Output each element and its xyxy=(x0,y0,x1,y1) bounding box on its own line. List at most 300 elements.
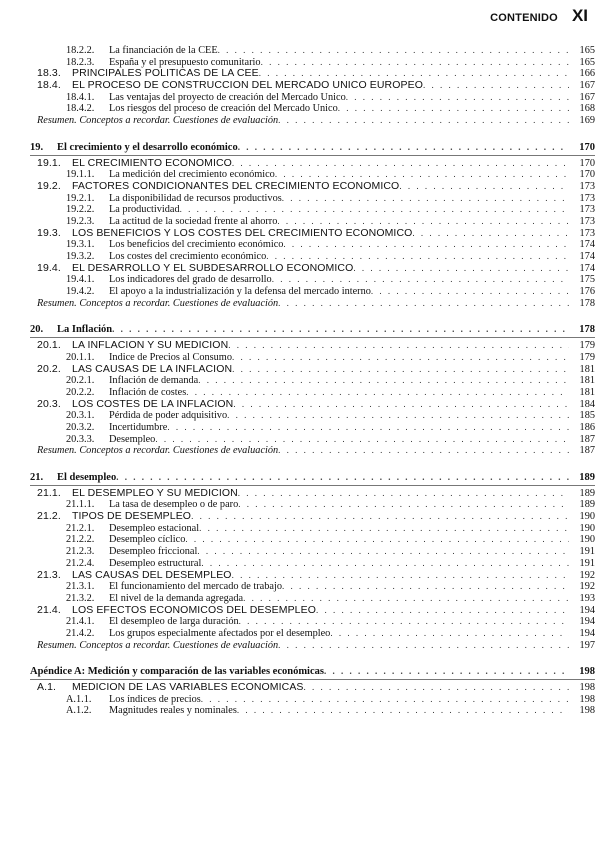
toc-entry xyxy=(30,181,595,193)
toc-entry-number: 19.4.2. xyxy=(66,286,95,298)
dot-leader xyxy=(330,628,569,640)
toc-entry-page: 166 xyxy=(579,68,595,80)
toc-entry xyxy=(30,286,595,298)
toc-entry-title: LAS CAUSAS DEL DESEMPLEO xyxy=(72,568,232,581)
toc-entry-number: 21.1.1. xyxy=(66,499,95,511)
toc-entry-title: El crecimiento y el desarrollo económico xyxy=(57,141,238,153)
dot-leader xyxy=(371,286,569,298)
toc-entry-line xyxy=(66,422,595,434)
dot-leader xyxy=(238,499,569,511)
dot-leader xyxy=(180,204,569,216)
toc-entry-number: 21.4.2. xyxy=(66,627,95,639)
toc-entry-line xyxy=(66,616,595,628)
toc-entry-page: 173 xyxy=(579,192,595,204)
toc-entry-page: 167 xyxy=(579,91,595,103)
dot-leader xyxy=(233,399,569,411)
toc-entry-page: 189 xyxy=(579,499,595,511)
toc-entry-line xyxy=(30,472,595,484)
dot-leader xyxy=(238,142,569,154)
toc-entry-page: 191 xyxy=(579,557,595,569)
toc-entry xyxy=(30,705,595,717)
toc-entry-page: 179 xyxy=(579,351,595,363)
toc-entry-number: A.1. xyxy=(37,681,57,693)
toc-entry xyxy=(30,375,595,387)
section-spacer xyxy=(30,651,595,666)
toc-entry xyxy=(30,158,595,170)
toc-entry-line xyxy=(66,274,595,286)
toc-entry-number: 19.1. xyxy=(37,156,61,169)
dot-leader xyxy=(186,387,569,399)
toc-entry-title: Resumen. Conceptos a recordar. Cuestiones de evaluación xyxy=(37,445,279,457)
toc-entry-line xyxy=(66,523,595,535)
dot-leader xyxy=(272,274,569,286)
toc-entry-page: 193 xyxy=(579,592,595,604)
toc-entry xyxy=(30,340,595,352)
toc-entry-title: Inflación de demanda xyxy=(109,375,199,387)
toc-entry-line xyxy=(66,239,595,251)
toc-entry-line xyxy=(66,92,595,104)
toc-entry-number: 18.2.2. xyxy=(66,45,95,56)
toc-entry-page: 194 xyxy=(579,627,595,639)
toc-entry-title: EL DESARROLLO Y EL SUBDESARROLLO ECONOMICO xyxy=(72,261,354,274)
toc-entry-number: 19.2. xyxy=(37,179,61,192)
toc-entry-number: 20.2.2. xyxy=(66,386,95,398)
toc-entry-number: 21.1. xyxy=(37,486,61,499)
toc-entry xyxy=(30,410,595,422)
toc-entry-title: Pérdida de poder adquisitivo xyxy=(109,410,228,422)
toc-entry-number: 19. xyxy=(30,141,44,153)
toc-entry-page: 184 xyxy=(579,398,595,410)
toc-entry-line xyxy=(66,705,595,717)
toc-entry-page: 173 xyxy=(579,227,595,239)
dot-leader xyxy=(324,666,569,678)
dot-leader xyxy=(232,364,569,376)
toc-entry-title: Desempleo xyxy=(109,433,156,445)
toc-entry-line xyxy=(66,546,595,558)
toc-entry xyxy=(30,352,595,364)
toc-entry-line xyxy=(37,340,595,352)
toc-entry-title: La disponibilidad de recursos productivos xyxy=(109,192,282,204)
dot-leader xyxy=(185,534,569,546)
toc-entry-title: Magnitudes reales y nominales xyxy=(109,705,237,717)
dot-leader xyxy=(227,410,569,422)
toc-entry xyxy=(30,511,595,523)
toc-entry xyxy=(30,593,595,605)
toc-entry-line xyxy=(66,387,595,399)
toc-entry-title: El nivel de la demanda agregada xyxy=(109,592,244,604)
dot-leader xyxy=(282,581,569,593)
toc-entry-title: Los costes del crecimiento económico xyxy=(109,251,267,262)
toc-entry-title: Desempleo friccional xyxy=(109,546,198,558)
toc-entry-page: 170 xyxy=(579,169,595,181)
toc-entry xyxy=(30,472,595,484)
toc-entry xyxy=(30,103,595,115)
toc-entry-line xyxy=(37,298,595,310)
toc-entry-line xyxy=(37,399,595,411)
toc-entry-number: 19.2.3. xyxy=(66,215,95,227)
toc-entry-page: 178 xyxy=(579,324,595,336)
toc-entry-number: 21. xyxy=(30,472,44,483)
toc-entry-page: 174 xyxy=(579,239,595,251)
section-rule xyxy=(30,337,595,338)
toc-entry-title: Resumen. Conceptos a recordar. Cuestiones de evaluación xyxy=(37,297,279,309)
dot-leader xyxy=(232,352,569,364)
table-of-contents xyxy=(30,45,595,717)
toc-entry xyxy=(30,274,595,286)
toc-entry xyxy=(30,558,595,570)
toc-entry-page: 198 xyxy=(579,693,595,705)
section-spacer xyxy=(30,309,595,324)
section-rule xyxy=(30,679,595,680)
section-rule xyxy=(30,485,595,486)
toc-entry xyxy=(30,324,595,336)
dot-leader xyxy=(261,57,569,69)
toc-entry-line xyxy=(37,263,595,275)
toc-entry-page: 181 xyxy=(579,375,595,387)
toc-entry-title: FACTORES CONDICIONANTES DEL CRECIMIENTO ECONOMICO xyxy=(72,179,400,192)
toc-entry-title: Incertidumbre xyxy=(109,421,168,433)
toc-entry-number: 19.3. xyxy=(37,226,61,239)
toc-entry-page: 194 xyxy=(579,616,595,628)
toc-entry-line xyxy=(66,581,595,593)
toc-entry-title: EL DESEMPLEO Y SU MEDICION xyxy=(72,486,238,499)
dot-leader xyxy=(199,523,569,535)
toc-entry-title: El funcionamiento del mercado de trabajo xyxy=(109,581,282,593)
toc-entry xyxy=(30,80,595,92)
dot-leader xyxy=(278,115,569,127)
toc-entry-number: 20.3.3. xyxy=(66,433,95,445)
toc-entry-line xyxy=(30,142,595,154)
toc-entry-title: La tasa de desempleo o de paro xyxy=(109,499,239,511)
toc-entry-title: Desempleo estructural xyxy=(109,557,202,569)
toc-entry-title: La medición del crecimiento económico xyxy=(109,169,275,181)
section-spacer xyxy=(30,457,595,472)
toc-entry xyxy=(30,92,595,104)
toc-entry-number: 18.4.1. xyxy=(66,91,95,103)
toc-entry-page: 190 xyxy=(579,511,595,523)
page-header xyxy=(490,6,588,26)
toc-entry xyxy=(30,434,595,446)
toc-entry xyxy=(30,694,595,706)
toc-entry-page: 198 xyxy=(579,705,595,717)
dot-leader xyxy=(282,193,569,205)
toc-entry-number: 21.2.2. xyxy=(66,534,95,546)
toc-entry-number: 21.4. xyxy=(37,603,61,616)
toc-entry xyxy=(30,142,595,154)
toc-entry-page: 170 xyxy=(579,157,595,169)
toc-entry-title: Los grupos especialmente afectados por el desempleo xyxy=(109,627,331,639)
toc-entry-line xyxy=(66,251,595,263)
dot-leader xyxy=(277,216,569,228)
toc-entry-number: 19.1.1. xyxy=(66,169,95,181)
toc-entry-page: 198 xyxy=(579,666,595,678)
toc-entry xyxy=(30,45,595,57)
header-label: CONTENIDO xyxy=(490,12,558,24)
toc-entry-page: 190 xyxy=(579,522,595,534)
dot-leader xyxy=(316,605,569,617)
dot-leader xyxy=(238,488,569,500)
dot-leader xyxy=(399,181,569,193)
toc-entry-title: Las ventajas del proyecto de creación del Mercado Unico xyxy=(109,91,346,103)
toc-entry-number: 18.3. xyxy=(37,67,61,80)
dot-leader xyxy=(155,434,569,446)
toc-entry-line xyxy=(37,158,595,170)
dot-leader xyxy=(218,45,569,57)
toc-entry-page: 174 xyxy=(579,251,595,262)
toc-entry-line xyxy=(37,445,595,457)
dot-leader xyxy=(237,705,569,717)
toc-entry-number: 18.2.3. xyxy=(66,56,95,68)
toc-entry-number: 20.1.1. xyxy=(66,351,95,363)
toc-entry-number: 21.3.1. xyxy=(66,581,95,593)
dot-leader xyxy=(167,422,569,434)
toc-entry-number: 20.3. xyxy=(37,397,61,410)
toc-entry-title: Apéndice A: Medición y comparación de las variables económicas xyxy=(30,666,324,678)
toc-entry-title: La financiación de la CEE xyxy=(109,45,218,56)
toc-summary-entry xyxy=(30,640,595,652)
dot-leader xyxy=(266,251,569,263)
toc-entry-title: LOS BENEFICIOS Y LOS COSTES DEL CRECIMIENTO ECONOMICO xyxy=(72,226,413,239)
toc-entry-page: 192 xyxy=(579,569,595,581)
toc-entry-number: 21.2.4. xyxy=(66,557,95,569)
toc-entry xyxy=(30,616,595,628)
toc-entry-line xyxy=(37,605,595,617)
toc-entry-page: 185 xyxy=(579,410,595,422)
toc-entry-title: El apoyo a la industrialización y la defensa del mercado interno xyxy=(109,286,371,298)
toc-entry xyxy=(30,204,595,216)
toc-entry-line xyxy=(66,694,595,706)
toc-summary-entry xyxy=(30,298,595,310)
toc-entry-number: 21.2.3. xyxy=(66,546,95,558)
toc-entry-number: 20. xyxy=(30,324,44,336)
toc-entry-line xyxy=(37,80,595,92)
toc-entry-line xyxy=(66,204,595,216)
toc-entry-line xyxy=(66,103,595,115)
dot-leader xyxy=(112,324,569,336)
toc-entry-page: 167 xyxy=(579,80,595,92)
toc-entry-title: Resumen. Conceptos a recordar. Cuestiones de evaluación xyxy=(37,639,279,651)
toc-entry-title: PRINCIPALES POLITICAS DE LA CEE xyxy=(72,67,259,80)
toc-entry-line xyxy=(30,324,595,336)
toc-entry-line xyxy=(37,181,595,193)
toc-entry-title: EL CRECIMIENTO ECONOMICO xyxy=(72,156,232,169)
toc-entry-line xyxy=(37,682,595,694)
toc-entry-number: 21.3.2. xyxy=(66,592,95,604)
toc-entry-number: 20.1. xyxy=(37,339,61,352)
dot-leader xyxy=(201,558,569,570)
toc-entry-page: 187 xyxy=(579,445,595,457)
toc-entry xyxy=(30,523,595,535)
toc-entry-number: 19.2.2. xyxy=(66,204,95,216)
toc-entry-page: 168 xyxy=(579,103,595,115)
toc-entry-title: El desempleo xyxy=(57,472,117,483)
toc-entry-number: 19.3.1. xyxy=(66,239,95,251)
toc-entry-page: 165 xyxy=(579,56,595,68)
toc-entry-page: 178 xyxy=(579,297,595,309)
dot-leader xyxy=(239,616,569,628)
toc-entry-line xyxy=(37,115,595,127)
toc-entry-number: 20.3.1. xyxy=(66,410,95,422)
toc-entry-title: La productividad xyxy=(109,204,180,216)
toc-entry-number: 20.2. xyxy=(37,362,61,375)
toc-entry xyxy=(30,216,595,228)
toc-entry-line xyxy=(37,640,595,652)
toc-entry xyxy=(30,399,595,411)
toc-entry-line xyxy=(37,570,595,582)
toc-entry-page: 173 xyxy=(579,204,595,216)
dot-leader xyxy=(412,228,569,240)
toc-entry-title: TIPOS DE DESEMPLEO xyxy=(72,510,192,523)
toc-entry-title: Los beneficios del crecimiento económico xyxy=(109,239,284,251)
toc-entry-page: 186 xyxy=(579,421,595,433)
toc-entry-line xyxy=(66,45,595,57)
dot-leader xyxy=(304,682,569,694)
toc-entry-line xyxy=(66,434,595,446)
toc-entry-number: 21.4.1. xyxy=(66,616,95,628)
toc-entry xyxy=(30,251,595,263)
toc-entry-page: 189 xyxy=(579,487,595,499)
section-rule xyxy=(30,155,595,156)
toc-entry-page: 198 xyxy=(579,682,595,693)
toc-entry-page: 197 xyxy=(579,639,595,651)
dot-leader xyxy=(353,263,569,275)
dot-leader xyxy=(278,445,569,457)
toc-entry-page: 169 xyxy=(579,115,595,127)
toc-entry-title: LAS CAUSAS DE LA INFLACION xyxy=(72,362,233,375)
toc-summary-entry xyxy=(30,115,595,127)
toc-entry-title: Indice de Precios al Consumo xyxy=(109,351,232,363)
toc-entry-page: 181 xyxy=(579,363,595,375)
toc-entry-title: Inflación de costes xyxy=(109,386,187,398)
toc-entry-page: 175 xyxy=(579,274,595,286)
toc-entry-page: 187 xyxy=(579,433,595,445)
toc-entry-number: A.1.2. xyxy=(66,705,92,717)
toc-entry-line xyxy=(66,534,595,546)
toc-entry-line xyxy=(30,666,595,678)
toc-entry-page: 174 xyxy=(579,262,595,274)
toc-entry-page: 176 xyxy=(579,286,595,298)
toc-entry-title: La Inflación xyxy=(57,324,113,336)
dot-leader xyxy=(346,92,569,104)
toc-entry-title: Resumen. Conceptos a recordar. Cuestiones de evaluación xyxy=(37,115,279,127)
toc-entry-line xyxy=(66,216,595,228)
toc-entry xyxy=(30,422,595,434)
dot-leader xyxy=(423,80,569,92)
toc-entry-title: LA INFLACION Y SU MEDICION xyxy=(72,339,229,352)
dot-leader xyxy=(201,694,569,706)
toc-entry-page: 194 xyxy=(579,604,595,616)
toc-entry-title: EL PROCESO DE CONSTRUCCION DEL MERCADO UNICO EUROPEO xyxy=(72,79,423,92)
dot-leader xyxy=(228,340,569,352)
toc-entry-title: España y el presupuesto comunitario xyxy=(109,56,261,68)
dot-leader xyxy=(116,472,569,484)
toc-entry-line xyxy=(37,228,595,240)
toc-entry-title: Los índices de precios xyxy=(109,693,201,705)
toc-entry-page: 165 xyxy=(579,45,595,56)
toc-entry-page: 192 xyxy=(579,581,595,593)
toc-entry xyxy=(30,488,595,500)
toc-entry-line xyxy=(66,558,595,570)
toc-entry-number: 21.2.1. xyxy=(66,522,95,534)
toc-entry-page: 173 xyxy=(579,215,595,227)
toc-entry-title: Los riesgos del proceso de creación del Mercado Unico xyxy=(109,103,338,115)
dot-leader xyxy=(278,298,569,310)
toc-entry xyxy=(30,581,595,593)
dot-leader xyxy=(338,103,569,115)
dot-leader xyxy=(278,640,569,652)
toc-entry-number: 19.2.1. xyxy=(66,192,95,204)
toc-entry-line xyxy=(66,628,595,640)
toc-entry xyxy=(30,228,595,240)
toc-entry-line xyxy=(37,364,595,376)
toc-entry xyxy=(30,666,595,678)
toc-entry-number: 19.4.1. xyxy=(66,274,95,286)
dot-leader xyxy=(283,239,569,251)
dot-leader xyxy=(198,375,569,387)
toc-entry xyxy=(30,605,595,617)
dot-leader xyxy=(197,546,569,558)
dot-leader xyxy=(243,593,569,605)
toc-entry-page: 173 xyxy=(579,180,595,192)
toc-entry-title: MEDICION DE LAS VARIABLES ECONOMICAS xyxy=(72,681,304,693)
toc-entry-page: 170 xyxy=(579,141,595,153)
toc-entry xyxy=(30,682,595,694)
toc-entry xyxy=(30,628,595,640)
toc-entry-number: 18.4. xyxy=(37,79,61,92)
toc-entry-page: 181 xyxy=(579,386,595,398)
toc-summary-entry xyxy=(30,445,595,457)
dot-leader xyxy=(232,158,569,170)
toc-entry-number: 19.4. xyxy=(37,261,61,274)
toc-entry xyxy=(30,546,595,558)
toc-entry-line xyxy=(66,193,595,205)
header-page-number: XI xyxy=(571,6,588,25)
toc-entry-line xyxy=(37,511,595,523)
toc-entry-number: 19.3.2. xyxy=(66,251,95,262)
toc-entry xyxy=(30,193,595,205)
toc-entry xyxy=(30,387,595,399)
toc-entry-title: Los indicadores del grado de desarrollo xyxy=(109,274,272,286)
toc-entry xyxy=(30,263,595,275)
toc-entry-line xyxy=(66,593,595,605)
toc-entry-number: A.1.1. xyxy=(66,693,92,705)
toc-entry-line xyxy=(66,410,595,422)
toc-entry-title: El desempleo de larga duración xyxy=(109,616,239,628)
toc-entry-number: 21.3. xyxy=(37,568,61,581)
toc-entry-number: 18.4.2. xyxy=(66,103,95,115)
toc-entry xyxy=(30,364,595,376)
toc-entry xyxy=(30,239,595,251)
dot-leader xyxy=(191,511,569,523)
toc-entry-page: 190 xyxy=(579,534,595,546)
toc-entry-title: Desempleo cíclico xyxy=(109,534,186,546)
toc-entry-title: LOS EFECTOS ECONOMICOS DEL DESEMPLEO xyxy=(72,603,316,616)
toc-entry-number: 20.3.2. xyxy=(66,421,95,433)
toc-entry-page: 179 xyxy=(579,340,595,352)
toc-entry-number: 20.2.1. xyxy=(66,375,95,387)
toc-entry-line xyxy=(37,488,595,500)
toc-entry-number: 21.2. xyxy=(37,510,61,523)
toc-entry xyxy=(30,570,595,582)
toc-entry-line xyxy=(66,375,595,387)
toc-entry-page: 191 xyxy=(579,546,595,558)
section-spacer xyxy=(30,127,595,142)
toc-entry-line xyxy=(66,286,595,298)
toc-entry xyxy=(30,534,595,546)
toc-entry-page: 189 xyxy=(579,472,595,483)
toc-entry-line xyxy=(66,352,595,364)
toc-entry-title: Desempleo estacional xyxy=(109,522,200,534)
